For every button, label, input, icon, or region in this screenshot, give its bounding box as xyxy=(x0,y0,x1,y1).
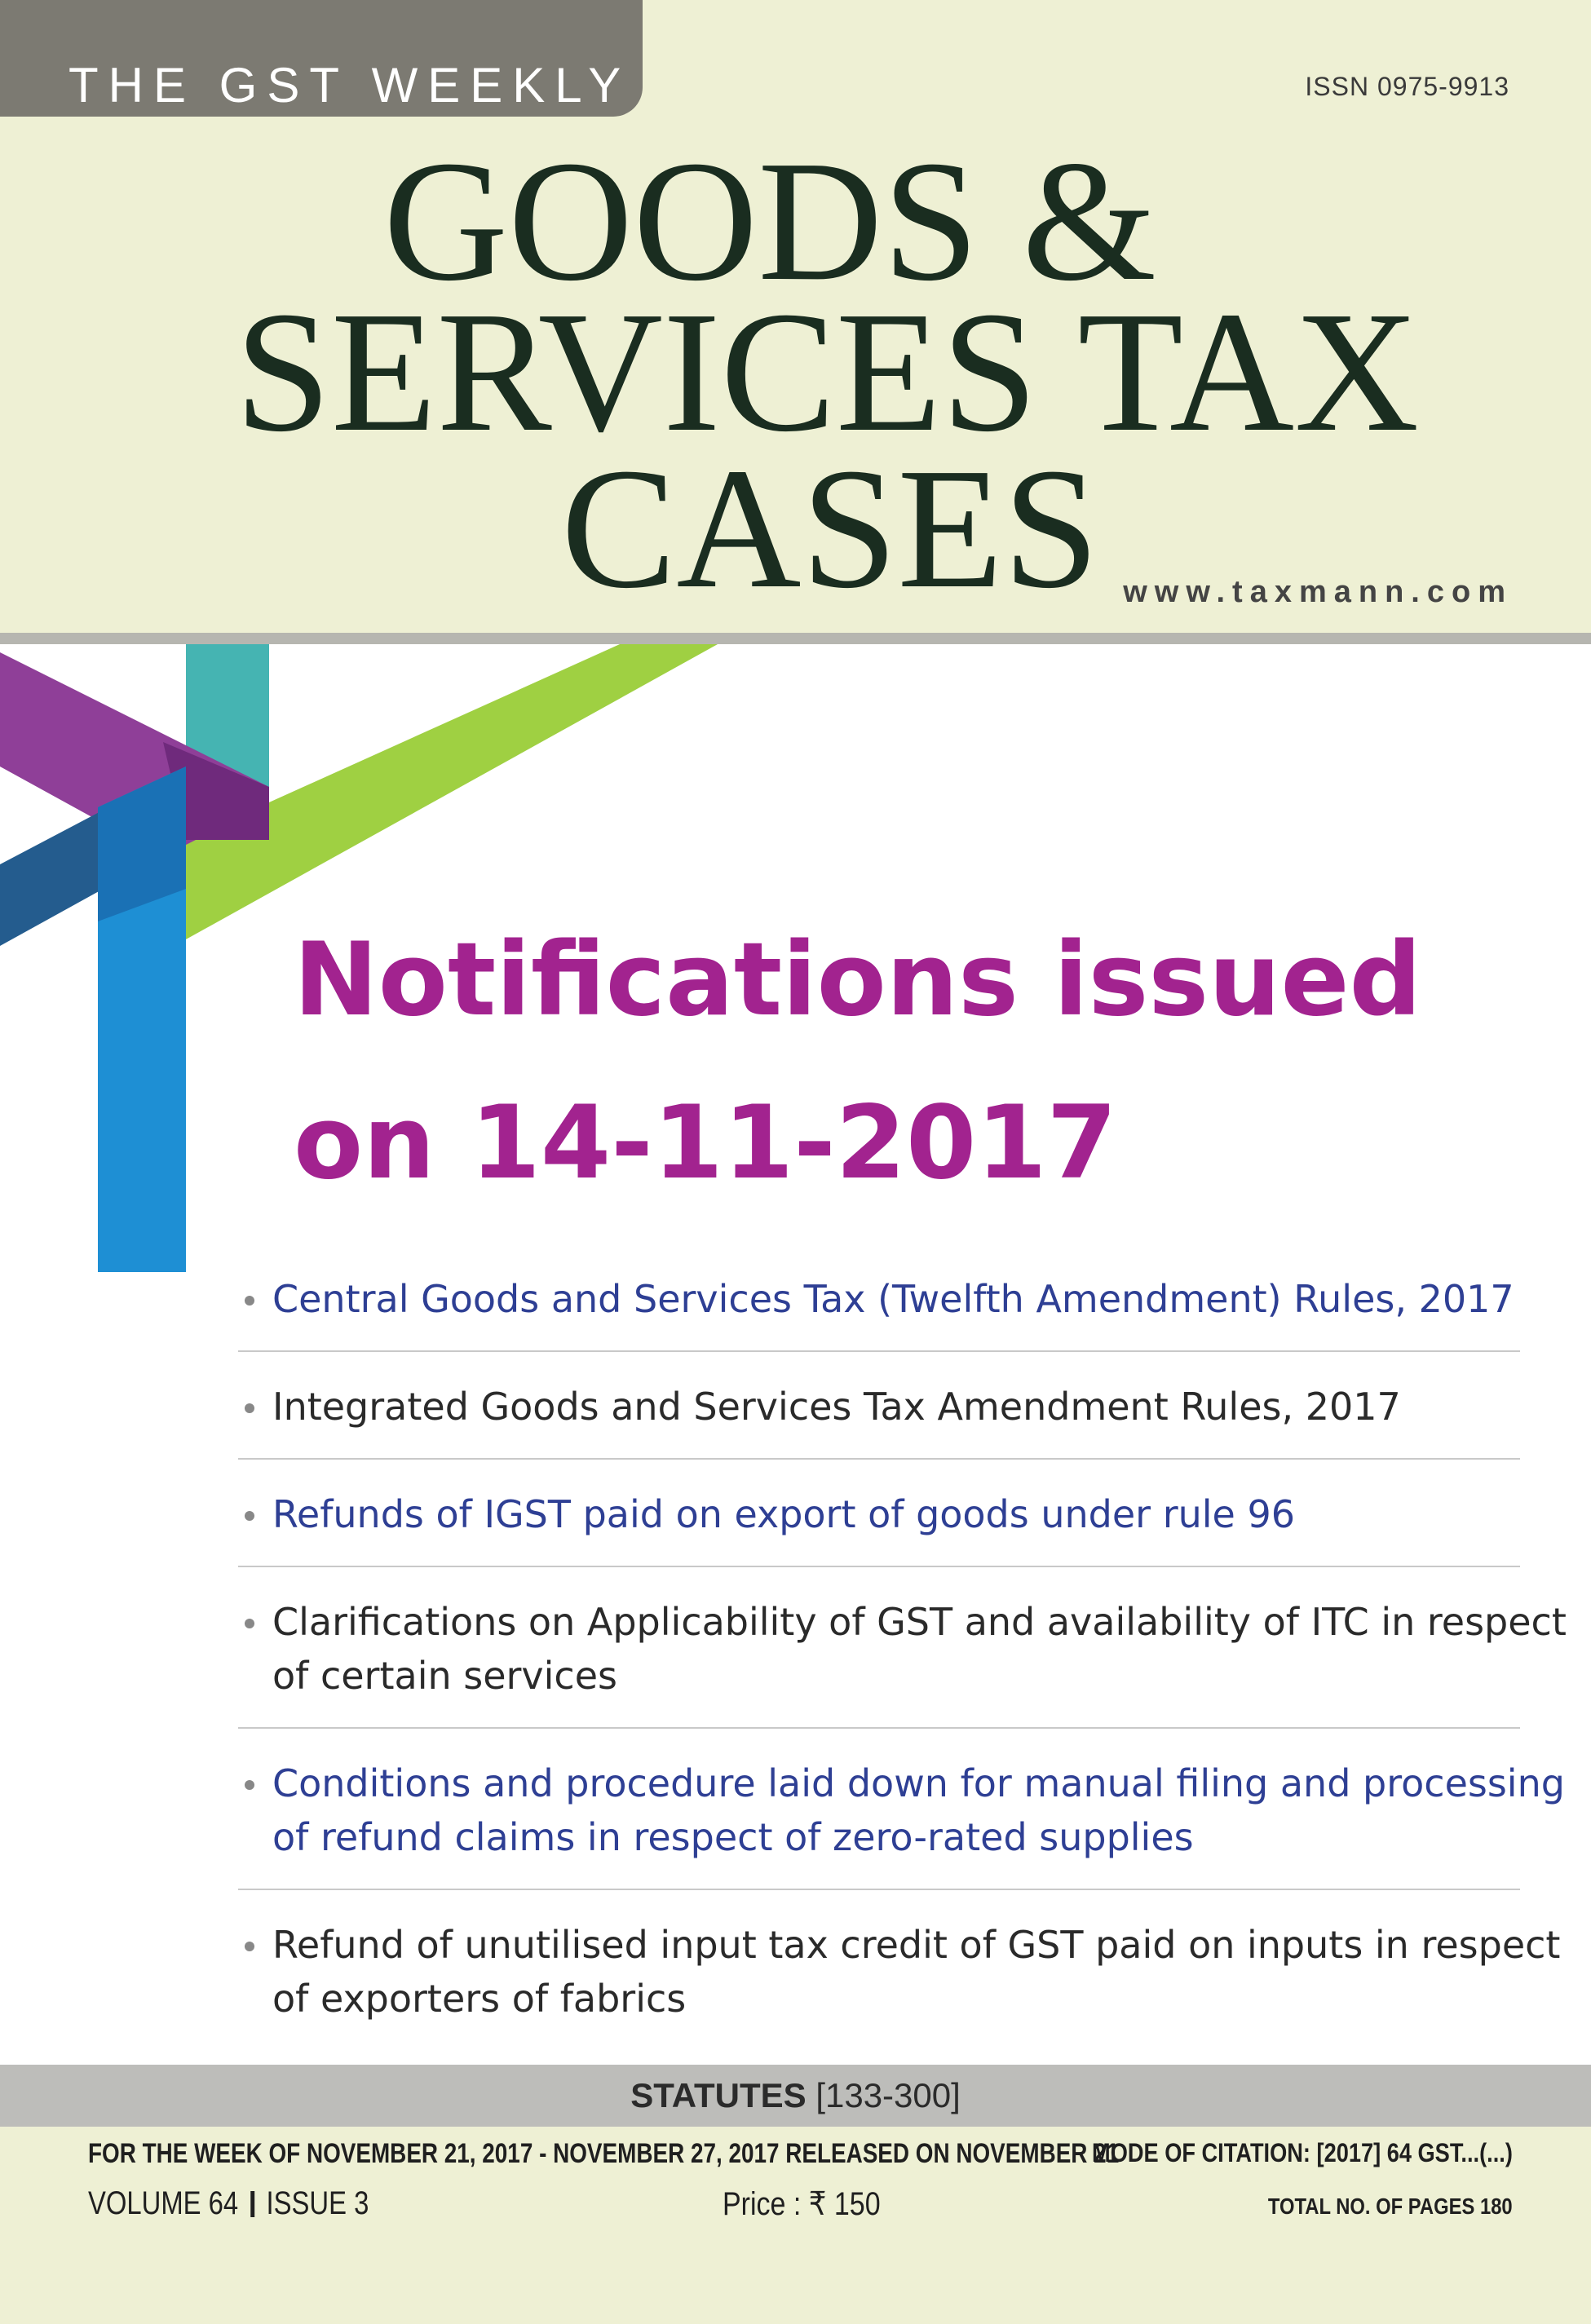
contents-item[interactable] xyxy=(238,1918,1561,2050)
title-line-3: CASES xyxy=(561,432,1099,624)
contents-item-line: Integrated Goods and Services Tax Amendment Rules, 2017 xyxy=(272,1385,1401,1429)
volume-number: VOLUME 64 xyxy=(88,2185,239,2221)
website-link[interactable]: www.taxmann.com xyxy=(1123,575,1513,609)
contents-item-line: Conditions and procedure laid down for manual filing and processing xyxy=(272,1761,1565,1805)
price: Price : ₹ 150 xyxy=(723,2186,881,2222)
issn-number: ISSN 0975-9913 xyxy=(1305,72,1509,101)
series-tab xyxy=(0,0,643,117)
bullet-icon xyxy=(245,1511,254,1521)
title-line-1: GOODS & xyxy=(383,125,1157,316)
total-pages: TOTAL NO. OF PAGES 180 xyxy=(1268,2194,1513,2219)
contents-item[interactable] xyxy=(238,1380,1520,1460)
series-name: THE GST WEEKLY xyxy=(69,58,631,113)
contents-item[interactable] xyxy=(238,1756,1565,1890)
statutes-label: STATUTES xyxy=(630,2076,807,2114)
header-divider xyxy=(0,633,1591,644)
contents-item-line: Refund of unutilised input tax credit of GST paid on inputs in respect xyxy=(272,1923,1561,1967)
contents-item-line: of refund claims in respect of zero-rated supplies xyxy=(272,1815,1194,1859)
headline-line-1: Notifications issued xyxy=(294,921,1422,1039)
bullet-icon xyxy=(245,1619,254,1628)
volume-issue xyxy=(88,2185,369,2222)
statutes-range: [133-300] xyxy=(815,2076,961,2114)
bullet-icon xyxy=(245,1780,254,1790)
citation-mode: MODE OF CITATION: [2017] 64 GST...(...) xyxy=(1092,2138,1513,2167)
bullet-icon xyxy=(245,1403,254,1413)
contents-item-line: Central Goods and Services Tax (Twelfth Amendment) Rules, 2017 xyxy=(272,1277,1514,1321)
statutes-bar xyxy=(0,2065,1591,2127)
headline-line-2: on 14-11-2017 xyxy=(294,1085,1117,1202)
volume-separator xyxy=(250,2191,254,2217)
bullet-icon xyxy=(245,1942,254,1951)
contents-item-line: of certain services xyxy=(272,1654,617,1698)
bullet-icon xyxy=(245,1296,254,1306)
issue-week: FOR THE WEEK OF NOVEMBER 21, 2017 - NOVEMBER 27, 2017 RELEASED ON NOVEMBER 21 xyxy=(88,2138,1120,2169)
contents-item-line: Refunds of IGST paid on export of goods under rule 96 xyxy=(272,1492,1295,1536)
contents-item-line: Clarifications on Applicability of GST and availability of ITC in respect xyxy=(272,1600,1567,1644)
contents-item-line: of exporters of fabrics xyxy=(272,1977,687,2021)
issue-number: ISSUE 3 xyxy=(266,2185,369,2221)
contents-item[interactable] xyxy=(238,1487,1520,1567)
title-line-2: SERVICES TAX xyxy=(235,276,1420,467)
contents-item[interactable] xyxy=(238,1272,1520,1352)
contents-item[interactable] xyxy=(238,1595,1567,1729)
